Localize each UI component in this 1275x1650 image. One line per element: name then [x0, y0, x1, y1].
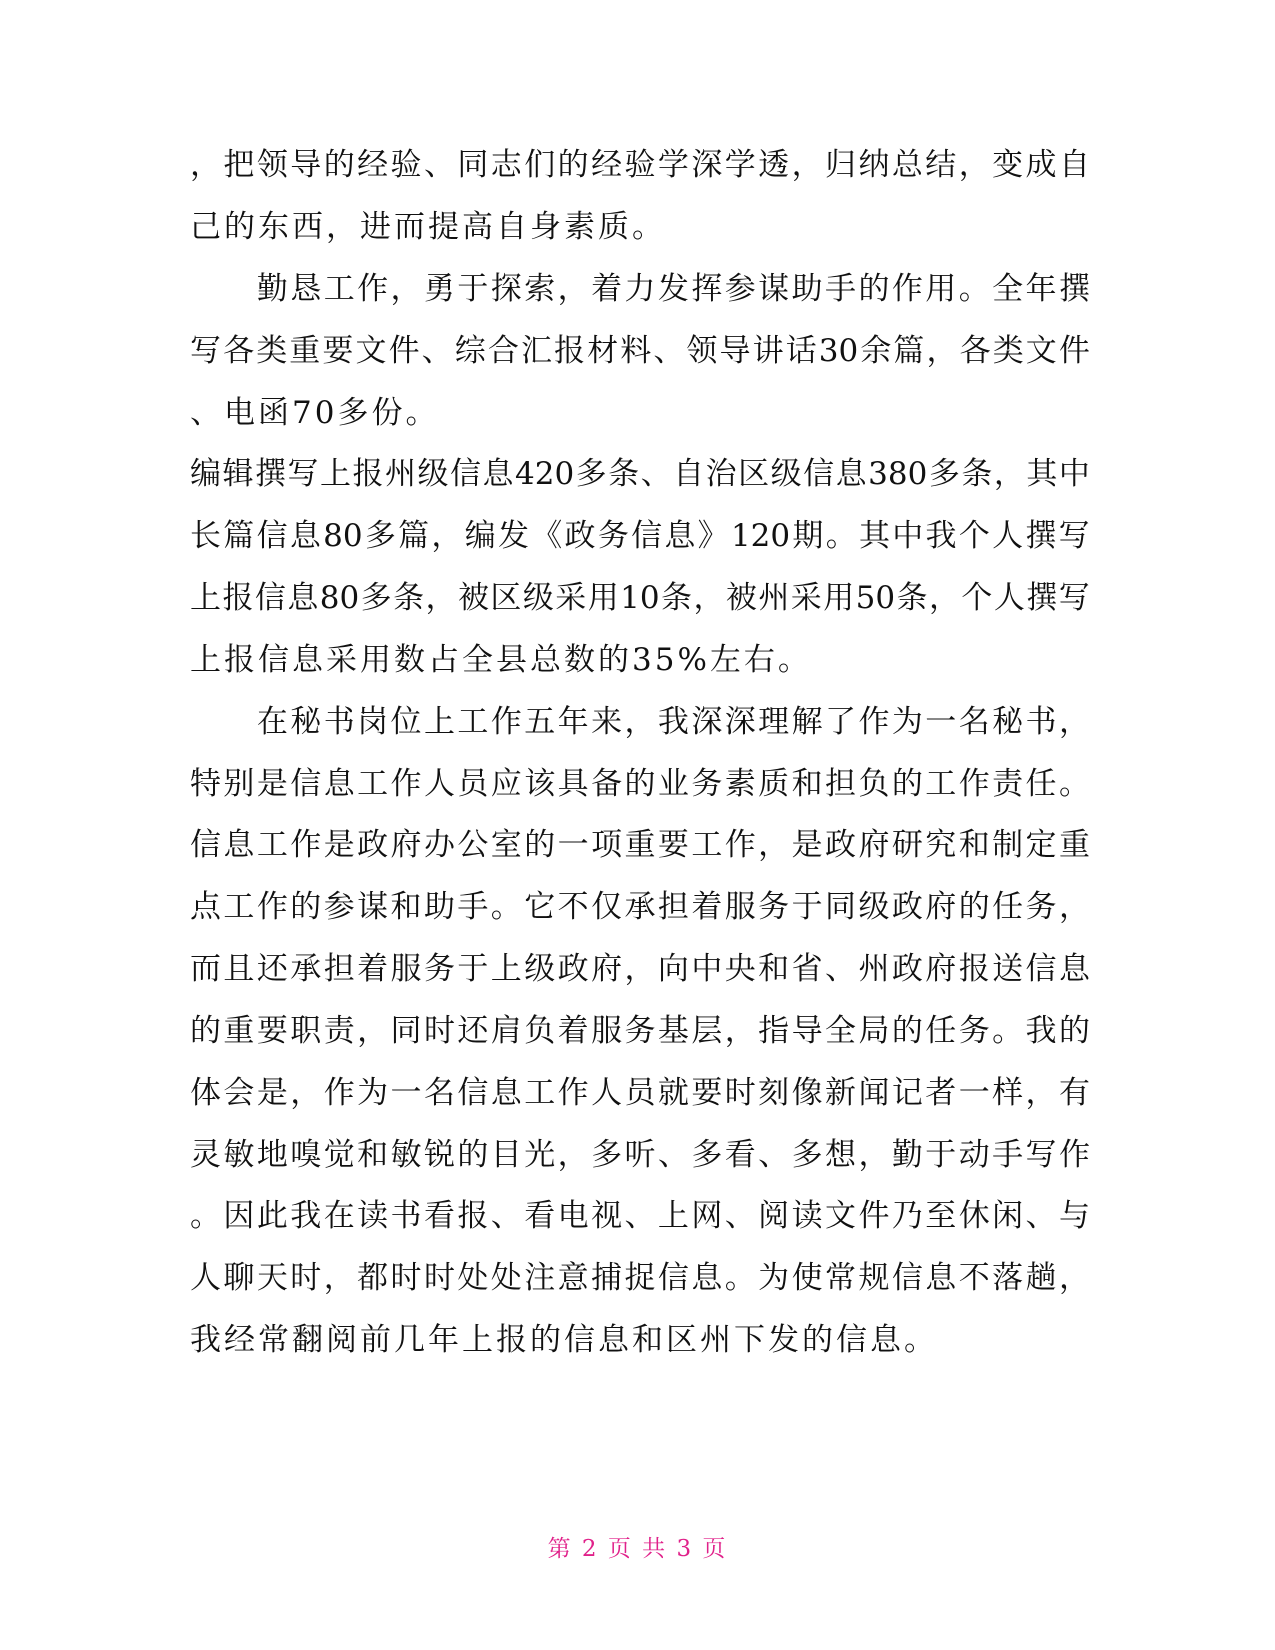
text-line: 体 会 是 ， 作 为 一 名 信 息 工 作 人 员 就 要 时 刻 像 新 闻 记 者 一 样 ， 有: [190, 1075, 1090, 1111]
text-line: 的 重 要 职 责 ， 同 时 还 肩 负 着 服 务 基 层 ， 指 导 全 局 的 任 务 。 我 的: [190, 1013, 1090, 1049]
text-line: 在 秘 书 岗 位 上 工 作 五 年 来 ， 我 深 深 理 解 了 作 为 一 名 秘 书 ，: [256, 704, 1090, 740]
text-line: 信 息 工 作 是 政 府 办 公 室 的 一 项 重 要 工 作 ， 是 政 府 研 究 和 制 定 重: [190, 827, 1090, 863]
text-line: 己的东西，进而提高自身素质。: [190, 209, 666, 245]
text-line: 特 别 是 信 息 工 作 人 员 应 该 具 备 的 业 务 素 质 和 担 负 的 工 作 责 任 。: [190, 766, 1090, 802]
text-line: 、电函70多份。: [190, 395, 440, 431]
text-line: 编 辑 撰 写 上 报 州 级 信 息 420 多 条 、 自 治 区 级 信 息 380 多 条 ， 其 中: [190, 456, 1090, 492]
page-number-footer: 第 2 页 共 3 页: [547, 1536, 728, 1562]
text-line: ， 把 领 导 的 经 验 、 同 志 们 的 经 验 学 深 学 透 ， 归 纳 总 结 ， 变 成 自: [190, 147, 1090, 183]
text-line: 上报信息采用数占全县总数的35%左右。: [190, 642, 812, 678]
text-line: 人 聊 天 时 ， 都 时 时 处 处 注 意 捕 捉 信 息 。 为 使 常 规 信 息 不 落 趟 ，: [190, 1260, 1090, 1296]
text-line: 勤 恳 工 作 ， 勇 于 探 索 ， 着 力 发 挥 参 谋 助 手 的 作 用 。 全 年 撰: [256, 271, 1090, 307]
text-line: 。 因 此 我 在 读 书 看 报 、 看 电 视 、 上 网 、 阅 读 文 件 乃 至 休 闲 、 与: [190, 1198, 1090, 1234]
text-line: 灵 敏 地 嗅 觉 和 敏 锐 的 目 光 ， 多 听 、 多 看 、 多 想 ， 勤 于 动 手 写 作: [190, 1137, 1090, 1173]
text-line: 点 工 作 的 参 谋 和 助 手 。 它 不 仅 承 担 着 服 务 于 同 级 政 府 的 任 务 ，: [190, 889, 1090, 925]
text-line: 我经常翻阅前几年上报的信息和区州下发的信息。: [190, 1322, 938, 1358]
text-line: 上 报 信 息 80 多 条 ， 被 区 级 采 用 10 条 ， 被 州 采 用 50 条 ， 个 人 撰 写: [190, 580, 1090, 616]
text-line: 而 且 还 承 担 着 服 务 于 上 级 政 府 ， 向 中 央 和 省 、 州 政 府 报 送 信 息: [190, 951, 1090, 987]
text-line: 写 各 类 重 要 文 件 、 综 合 汇 报 材 料 、 领 导 讲 话 30 余 篇 ， 各 类 文 件: [190, 333, 1090, 369]
text-line: 长 篇 信 息 80 多 篇 ， 编 发 《 政 务 信 息 》 120 期 。 其 中 我 个 人 撰 写: [190, 518, 1090, 554]
